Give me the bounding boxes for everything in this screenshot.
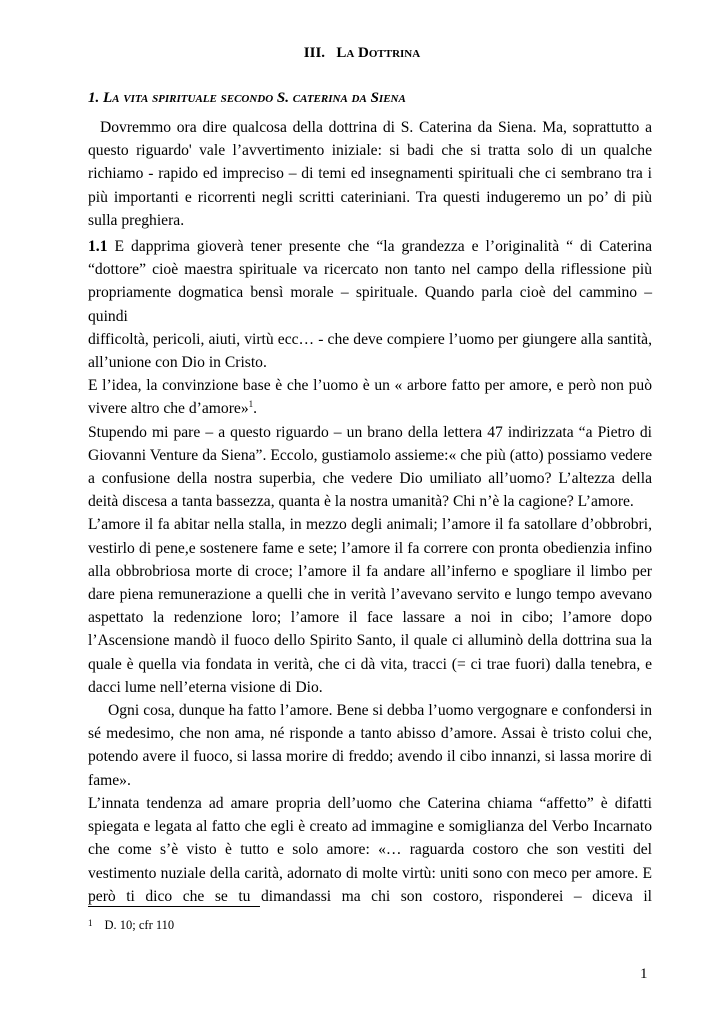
paragraph-innate-tendency: L’innata tendenza ad amare propria dell’uomo che Caterina chiama “affetto” è difatti spiegata e legata al fatto che egli è creato ad immagine e somiglianza del Verbo Incarnato che come s’è visto è tutto e solo amore: «… raguarda costoro che son vestiti del vestimento nuziale della carità, adornato di molte virtù: uniti sono con meco per amore. E però ti dico che se tu dimandassi ma chi son costoro, risponderei – diceva il [88, 794, 652, 905]
chapter-title [0, 45, 724, 62]
chapter-number: III. [303, 45, 326, 61]
section-title: 1. La vita spirituale secondo S. caterina da Siena [88, 90, 406, 106]
footnote-mark: 1 [88, 918, 93, 928]
body-text [88, 116, 652, 908]
paragraph-intro: Dovremmo ora dire qualcosa della dottrina di S. Caterina da Siena. Ma, soprattutto a questo riguardo' vale l’avvertimento iniziale: si badi che si tratta solo di un qualche richiamo - rapido ed impreciso – di temi ed insegnamenti spirituali che ci sembrano tra i più importanti e ricorrenti negli scritti cateriniani. Tra questi indugeremo un po’ di più sulla preghiera. [88, 119, 652, 229]
paragraph-difficulties: difficoltà, pericoli, aiuti, virtù ecc… - che deve compiere l’uomo per giungere alla santità, all’unione con Dio in Cristo. [88, 330, 652, 372]
paragraph-1-1: 1.1 E dapprima gioverà tener presente che “la grandezza e l’originalità “ di Caterina “dottore” cioè maestra spirituale va ricercato non tanto nel campo della riflessione più propriamente dogmatica bensì morale – spirituale. Quando parla cioè del cammino – quindi [88, 238, 652, 325]
footnote-divider [88, 906, 260, 907]
paragraph-idea: E l’idea, la convinzione base è che l’uomo è un « arbore fatto per amore, e però non può vivere altro che d’amore»$^1$. [88, 377, 652, 418]
footnote [88, 918, 174, 933]
footnote-ref[interactable]: 1 [248, 399, 254, 410]
paragraph-all-love: Ogni cosa, dunque ha fatto l’amore. Bene si debba l’uomo vergognare e confondersi in sé medesimo, che non ama, né risponde a tanto abisso d’amore. Assai è tristo colui che, potendo avere il fuoco, si lassa morire di freddo; avendo il cibo innanzi, si lassa morire di fame». [88, 702, 652, 789]
paragraph-love: L’amore il fa abitar nella stalla, in mezzo degli animali; l’amore il fa satollare d’obbrobri, vestirlo di pene,e sostenere fame e sete; l’amore il fa correre con pronta obedienzia infino alla obbrobriosa morte di croce; l’amore il fa andare all’inferno e spogliare il limbo per dare piena remunerazione a quelli che in verità l’avevano servito e lungo tempo avevano aspettato la redenzione loro; l’amore il face lassare a noi in cibo; l’amore dopo l’Ascensione mandò il fuoco dello Spirito Santo, il quale ci alluminò della dottrina sua la quale è quella via fondata in verità, che ci dà vita, tracci (= ci trae fuori) dalla tenebra, e dacci lume nell’eterna visione di Dio. [88, 516, 652, 696]
page-number: 1 [640, 966, 648, 982]
paragraph-letter-47: Stupendo mi pare – a questo riguardo – un brano della lettera 47 indirizzata “a Pietro di Giovanni Venture da Siena”. Eccolo, gustiamolo assieme:« che più (atto) possiamo vedere a confusione della nostra superbia, che vedere Dio umiliato all’uomo? L’altezza della deità discesa a tanta bassezza, quanta è la nostra umanità? Chi n’è la cagione? L’amore. [88, 423, 652, 511]
chapter-name: La Dottrina [336, 45, 421, 61]
footnote-text: D. 10; cfr 110 [104, 918, 175, 932]
subsection-number: 1.1 [88, 238, 108, 256]
